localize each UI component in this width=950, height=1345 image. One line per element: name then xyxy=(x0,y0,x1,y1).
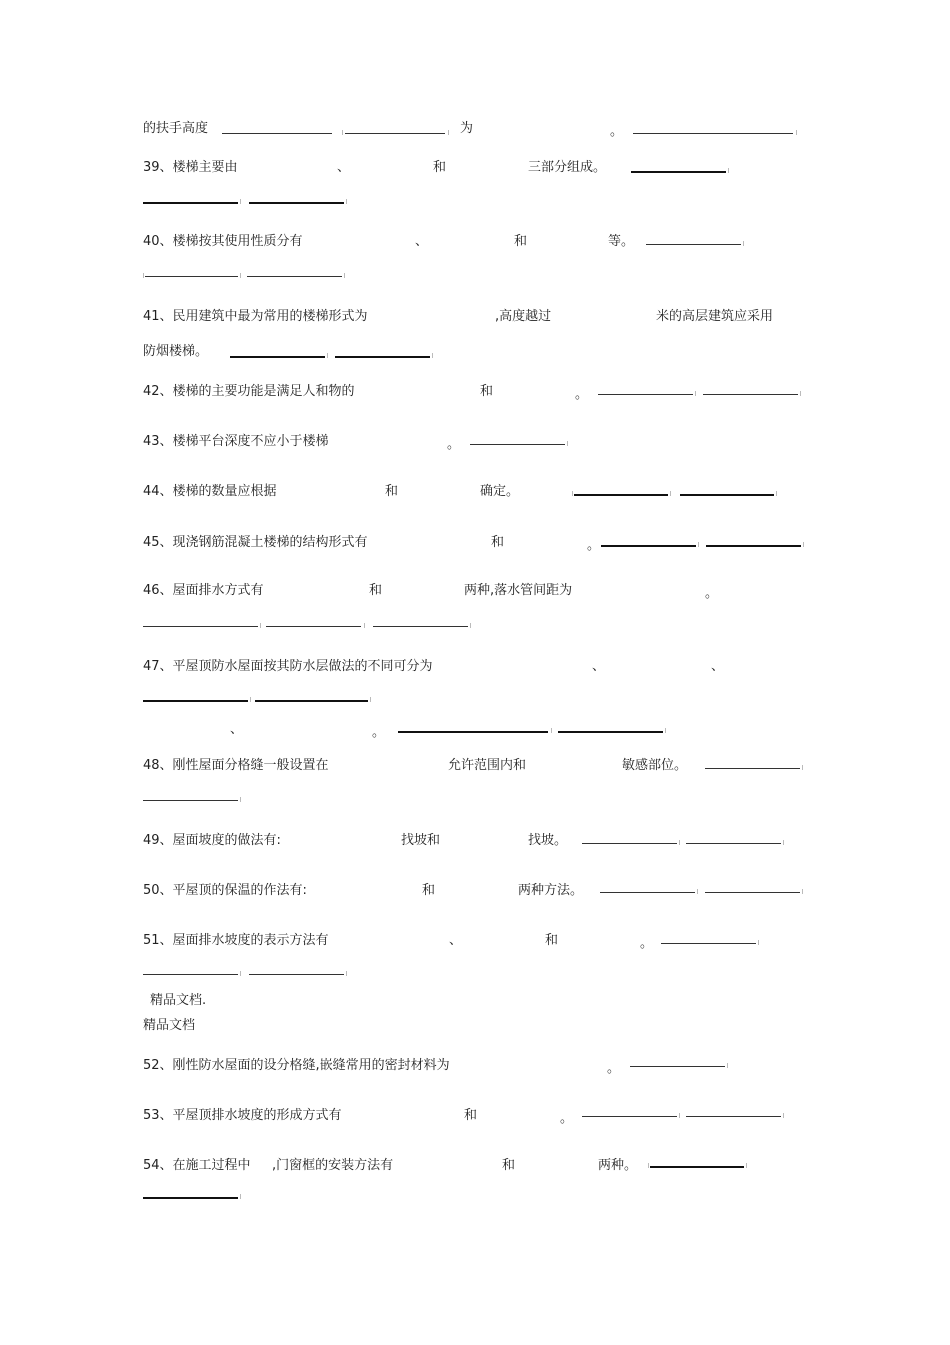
question-text: 允许范围内和 xyxy=(448,758,527,773)
answer-blank[interactable] xyxy=(255,700,368,702)
blank-tick xyxy=(783,1113,784,1118)
question-text: 。 xyxy=(560,1111,574,1126)
answer-blank[interactable] xyxy=(470,444,565,445)
blank-tick xyxy=(665,728,666,733)
answer-blank[interactable] xyxy=(230,356,325,358)
answer-blank[interactable] xyxy=(680,494,774,496)
blank-tick xyxy=(728,168,729,173)
blank-tick xyxy=(746,1163,747,1168)
question-53: 53、平屋顶排水坡度的形成方式有 xyxy=(143,1108,342,1123)
blank-tick xyxy=(679,840,680,845)
question-text: 三部分组成。 xyxy=(528,160,607,175)
question-text: 。 xyxy=(607,1061,621,1076)
question-text: 、 xyxy=(337,160,351,175)
answer-blank[interactable] xyxy=(249,974,344,975)
question-text: 和 xyxy=(502,1158,516,1173)
blank-tick xyxy=(432,353,433,358)
blank-tick xyxy=(240,971,241,976)
blank-tick xyxy=(250,697,251,702)
question-45: 45、现浇钢筋混凝土楼梯的结构形式有 xyxy=(143,535,368,550)
watermark-text: 精品文档 xyxy=(143,1018,196,1033)
blank-tick xyxy=(648,1163,649,1168)
blank-tick xyxy=(260,623,261,628)
answer-blank[interactable] xyxy=(582,843,677,844)
question-text: 。 xyxy=(705,586,719,601)
question-40: 40、楼梯按其使用性质分有 xyxy=(143,234,303,249)
blank-tick xyxy=(327,353,328,358)
answer-blank[interactable] xyxy=(266,626,361,627)
answer-blank[interactable] xyxy=(345,133,445,134)
blank-tick xyxy=(470,623,471,628)
question-43: 43、楼梯平台深度不应小于楼梯 xyxy=(143,434,329,449)
blank-tick xyxy=(240,273,241,278)
blank-tick xyxy=(697,889,698,894)
answer-blank[interactable] xyxy=(705,892,800,893)
question-text: 找坡和 xyxy=(401,833,441,848)
question-text: 找坡。 xyxy=(528,833,568,848)
answer-blank[interactable] xyxy=(650,1166,744,1168)
question-text: 和 xyxy=(369,583,383,598)
blank-tick xyxy=(240,797,241,802)
blank-tick xyxy=(743,241,744,246)
question-41: 41、民用建筑中最为常用的楼梯形式为 xyxy=(143,309,368,324)
blank-tick xyxy=(364,623,365,628)
question-text: 防烟楼梯。 xyxy=(143,344,209,359)
answer-blank[interactable] xyxy=(661,943,756,944)
blank-tick xyxy=(344,273,345,278)
answer-blank[interactable] xyxy=(582,1116,677,1117)
question-text: 、 xyxy=(711,659,725,674)
answer-blank[interactable] xyxy=(686,843,781,844)
answer-blank[interactable] xyxy=(373,626,468,627)
blank-tick xyxy=(802,765,803,770)
question-text: 米的高层建筑应采用 xyxy=(656,309,774,324)
answer-blank[interactable] xyxy=(646,244,741,245)
answer-blank[interactable] xyxy=(686,1116,781,1117)
question-text: 、 xyxy=(415,234,429,249)
blank-tick xyxy=(803,542,804,547)
blank-tick xyxy=(567,441,568,446)
question-44: 44、楼梯的数量应根据 xyxy=(143,484,277,499)
answer-blank[interactable] xyxy=(143,800,238,801)
blank-tick xyxy=(776,491,777,496)
question-text: 为 xyxy=(460,121,474,136)
question-text: 敏感部位。 xyxy=(622,758,688,773)
answer-blank[interactable] xyxy=(249,202,344,204)
question-text: 两种,落水管间距为 xyxy=(464,583,573,598)
blank-tick xyxy=(802,889,803,894)
answer-blank[interactable] xyxy=(398,731,548,733)
question-text: ,高度越过 xyxy=(495,309,552,324)
blank-tick xyxy=(796,130,797,135)
blank-tick xyxy=(670,491,671,496)
question-52: 52、刚性防水屋面的设分格缝,嵌缝常用的密封材料为 xyxy=(143,1058,450,1073)
question-text: 、 xyxy=(449,933,463,948)
question-51: 51、屋面排水坡度的表示方法有 xyxy=(143,933,329,948)
question-text: 。 xyxy=(610,124,624,139)
blank-tick xyxy=(679,1113,680,1118)
question-text: 。 xyxy=(587,538,601,553)
blank-tick xyxy=(695,391,696,396)
answer-blank[interactable] xyxy=(143,974,238,975)
question-text: 和 xyxy=(464,1108,478,1123)
question-38-tail: 的扶手高度 xyxy=(143,121,209,136)
answer-blank[interactable] xyxy=(143,700,248,702)
question-text: 确定。 xyxy=(480,484,520,499)
answer-blank[interactable] xyxy=(630,1066,725,1067)
answer-blank[interactable] xyxy=(631,171,726,173)
question-text: 。 xyxy=(575,387,589,402)
question-49: 49、屋面坡度的做法有: xyxy=(143,833,281,848)
answer-blank[interactable] xyxy=(558,731,663,733)
answer-blank[interactable] xyxy=(601,545,696,547)
answer-blank[interactable] xyxy=(145,276,238,277)
blank-tick xyxy=(240,1194,241,1199)
answer-blank[interactable] xyxy=(143,202,238,204)
answer-blank[interactable] xyxy=(600,892,695,893)
answer-blank[interactable] xyxy=(703,394,798,395)
question-text: 两种方法。 xyxy=(518,883,584,898)
answer-blank[interactable] xyxy=(143,1197,238,1199)
question-48: 48、刚性屋面分格缝一般设置在 xyxy=(143,758,329,773)
question-text: 、 xyxy=(592,659,606,674)
question-text: 和 xyxy=(433,160,447,175)
answer-blank[interactable] xyxy=(335,356,430,358)
question-47: 47、平屋顶防水屋面按其防水层做法的不同可分为 xyxy=(143,659,433,674)
answer-blank[interactable] xyxy=(706,545,801,547)
answer-blank[interactable] xyxy=(598,394,693,395)
blank-tick xyxy=(800,391,801,396)
question-text: 。 xyxy=(447,437,461,452)
question-text: 和 xyxy=(480,384,494,399)
blank-tick xyxy=(448,130,449,135)
question-42: 42、楼梯的主要功能是满足人和物的 xyxy=(143,384,355,399)
question-54: 54、在施工过程中 xyxy=(143,1158,251,1173)
blank-tick xyxy=(572,491,573,496)
blank-tick xyxy=(551,728,552,733)
blank-tick xyxy=(783,840,784,845)
question-text: 和 xyxy=(491,535,505,550)
answer-blank[interactable] xyxy=(143,626,258,627)
blank-tick xyxy=(346,199,347,204)
watermark-text: 精品文档. xyxy=(150,993,207,1008)
question-46: 46、屋面排水方式有 xyxy=(143,583,264,598)
question-50: 50、平屋顶的保温的作法有: xyxy=(143,883,307,898)
question-text: 等。 xyxy=(608,234,635,249)
question-text: 。 xyxy=(640,936,654,951)
answer-blank[interactable] xyxy=(705,768,800,769)
blank-tick xyxy=(346,971,347,976)
question-text: 和 xyxy=(545,933,559,948)
blank-tick xyxy=(143,273,144,278)
answer-blank[interactable] xyxy=(633,133,793,134)
answer-blank[interactable] xyxy=(574,494,668,496)
answer-blank[interactable] xyxy=(247,276,342,277)
answer-blank[interactable] xyxy=(222,133,332,134)
question-text: 和 xyxy=(385,484,399,499)
blank-tick xyxy=(727,1063,728,1068)
question-text: 。 xyxy=(372,725,386,740)
blank-tick xyxy=(342,130,343,135)
blank-tick xyxy=(240,199,241,204)
blank-tick xyxy=(370,697,371,702)
blank-tick xyxy=(698,542,699,547)
question-39: 39、楼梯主要由 xyxy=(143,160,238,175)
question-text: 和 xyxy=(422,883,436,898)
question-text: 和 xyxy=(514,234,528,249)
question-text: ,门窗框的安装方法有 xyxy=(272,1158,394,1173)
blank-tick xyxy=(758,940,759,945)
question-text: 、 xyxy=(230,722,244,737)
question-text: 两种。 xyxy=(598,1158,638,1173)
